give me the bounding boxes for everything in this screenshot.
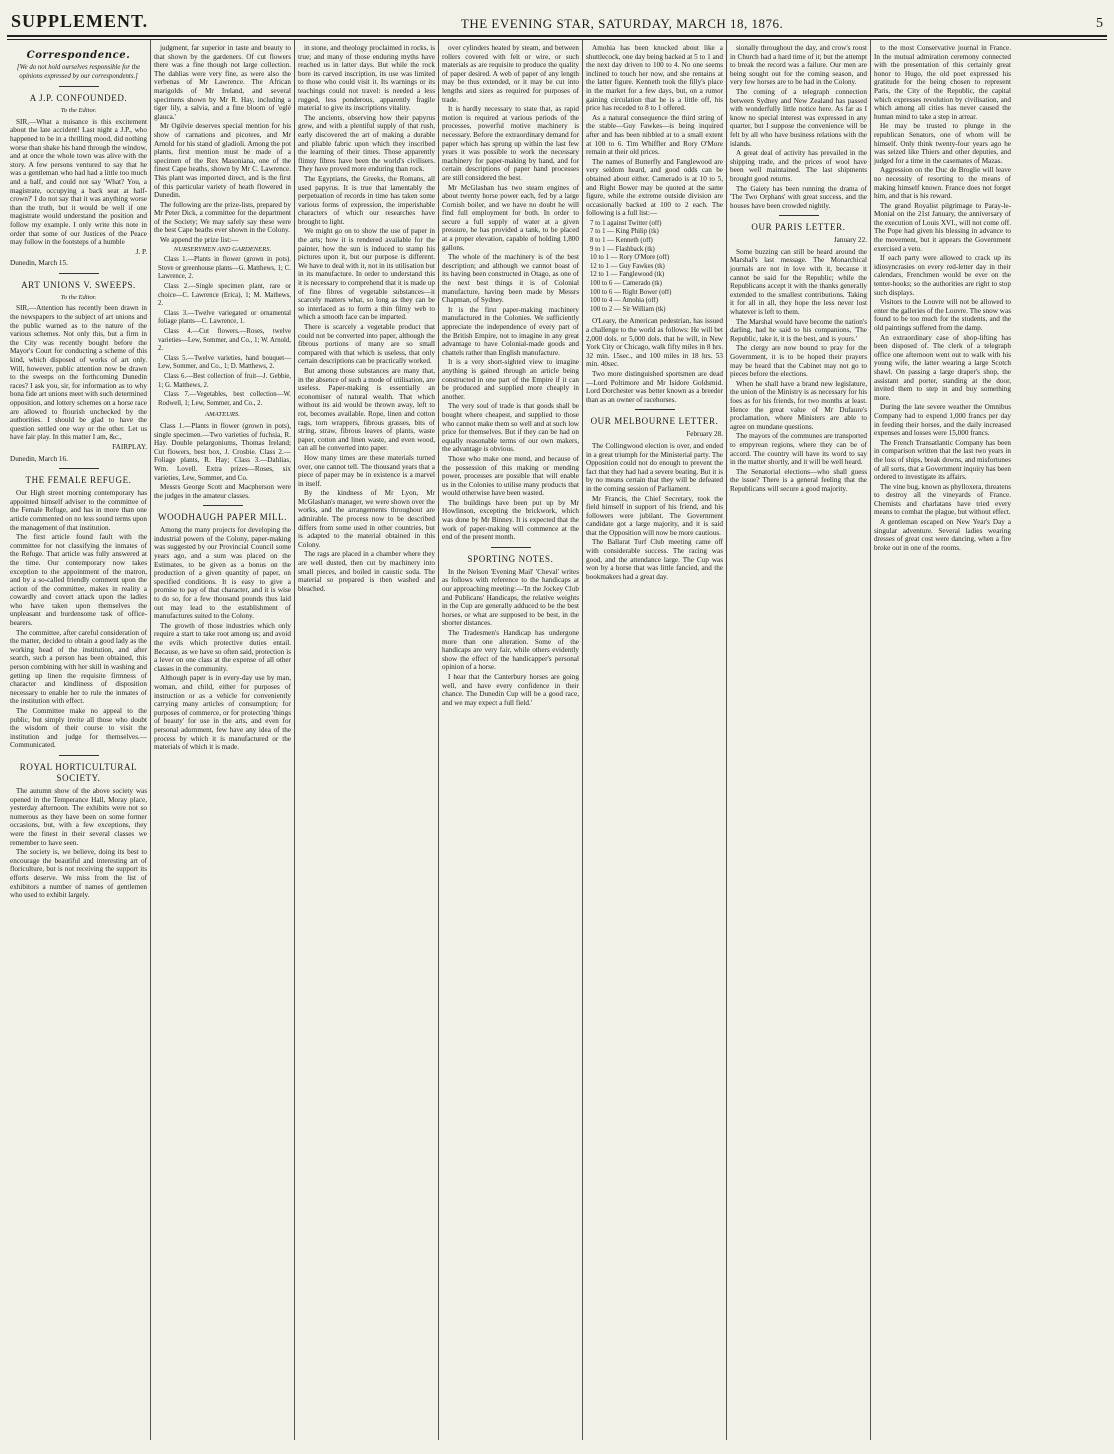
column-6: [727, 40, 871, 1440]
article-paragraph: The mayors of the communes are transported to empyrean regions, where they can be of accord. The country will have its word to say in the matter shortly, and it will be well heard.: [730, 432, 867, 467]
article-paragraph: The Ballarat Turf Club meeting came off with considerable success. The racing was good, and the attendance large. The Cup was won by a horse that was little fancied, and the bookmakers had a great day.: [586, 538, 723, 581]
divider: [779, 215, 819, 216]
list-item: Class 6.—Best collection of fruit—J. Gebbie, 1; G. Matthews, 2.: [158, 372, 291, 389]
list-item: 100 to 6 — Camerado (tk): [590, 280, 662, 288]
prize-list-title: NURSERYMEN AND GARDENERS.: [173, 245, 272, 253]
article-paragraph: A gentleman escaped on New Year's Day a singular adventure. Several ladies wearing dresses of great cost were dancing, when a fire broke out in one of the rooms.: [874, 518, 1011, 552]
list-item: 12 to 1 — Fanglewood (tk): [590, 271, 665, 279]
list-item: 8 to 1 — Kenneth (off): [590, 237, 653, 245]
masthead-section-title: SUPPLEMENT.: [11, 11, 149, 31]
article-paragraph: The buildings have been put up by Mr Howlinson, excepting the brickwork, which was done by Mr Binney. It is expected that the work of paper-making will commence at the end of the present month.: [442, 498, 579, 542]
article-paragraph: SIR,—What a nuisance is this excitement about the late accident! Last night a J.P., who happened to be in a thrilling mood, did nothing worse than shake his hand through the window, and at once the whole town was alive with the story. A few persons ventured to say that he was a gentleman who had had a little too much and a half, and could not say 'What? You, a magistrate, occupying a back seat at half-crown?' I do not say that it was anything worse than the truth, but it would be well if one magistrate would understand the position and follow my example. I only write this note in order that some of our Justices of the Peace may follow in the footsteps of a humble: [10, 117, 147, 247]
article-paragraph: The Egyptians, the Greeks, the Romans, all used papyrus. It is true that lamentably the perpetuation of records in time has taken some various forms of expression, the imperishable characters of which our researches have brought to light.: [298, 174, 435, 226]
betting-list: [590, 220, 723, 315]
article-paragraph: Amohia has been knocked about like a shuttlecock, one day being backed at 5 to 1 and the next day driven to 100 to 4. No one seems inclined to touch her now, and she remains at the latter figure. Kenneth took the filly's place in the market for a few days, but, on a rumor gaining circulation that he is a little off, his price has receded to 8 to 1 offered.: [586, 44, 723, 113]
column-4: [439, 40, 583, 1440]
list-item: 100 to 2 — Sir William (tk): [590, 305, 666, 313]
article-paragraph: The Tradesmen's Handicap has undergone more than one alteration. Some of the handicaps are very fair, while others evidently show the effect of the handicapper's personal opinion of a horse.: [442, 629, 579, 672]
article-paragraph: judgment, far superior in taste and beauty to that shown by the gardeners. Of cut flowers there was a fine though not large collection. The dahlias were very fine, as were also the verbenas of Mr Lawrence. The African marigolds of Mr Ireland, and several specimens shown by Mr R. Hay, including a tiger lily, a salvia, and a fine bloom of 'eglé glauca.': [154, 44, 291, 121]
list-item: Class 5.—Twelve varieties, hand bouquet—Lew, Sommer, and Co., 1; D. Matthews, 2.: [158, 354, 291, 371]
divider: [59, 468, 99, 469]
article-paragraph: The grand Royalist pilgrimage to Paray-le-Monial on the 21st January, the anniversary of the execution of Louis XVI., will not come off. The Pope had given his blessing in advance to the movement, but it appears the Government exercised a veto.: [874, 201, 1011, 253]
amateurs-title: AMATEURS.: [205, 411, 240, 419]
article-paragraph: We append the prize list:—: [160, 236, 239, 245]
article-paragraph: If each party were allowed to crack up its idiosyncrasies on every red-letter day in their calendars, Frenchmen would be ever on the tenter-hooks; so the authorities are right to stop such displays.: [874, 254, 1011, 297]
article-subtitle: To the Editor.: [60, 293, 97, 301]
correspondence-heading: Correspondence.: [26, 50, 131, 61]
article-paragraph: O'Leary, the American pedestrian, has issued a challenge to the world as follows: He will bet 2,000 dols. or 5,000 dols. that he will, in New York City or Chicago, walk fifty miles in 8 hrs. 32 min. 15sec., and 100 miles in 18 hrs. 53 min. 40sec.: [586, 317, 723, 369]
article-paragraph: Messrs George Scott and Macpherson were the judges in the amateur classes.: [154, 483, 291, 500]
divider: [491, 547, 531, 548]
article-paragraph: The growth of those industries which only require a start to take root among us; and avoid the evils which protective duties entail. Because, as we have so often said, protection is a lever on one class at the expense of all other classes in the community.: [154, 621, 291, 673]
article-title: THE FEMALE REFUGE.: [25, 475, 132, 486]
article-signature: J. P.: [135, 247, 147, 256]
list-item: 12 to 1 — Guy Fawkes (tk): [590, 262, 665, 270]
article-paragraph: The clergy are now bound to pray for the Government, it is to be hoped their prayers may be heard that the Cabinet may not go to pieces before the elections.: [730, 344, 867, 379]
article-title: OUR PARIS LETTER.: [751, 222, 846, 233]
article-paragraph: Mr Francis, the Chief Secretary, took the field himself in support of his friend, and his followers were jubilant. The Government candidate got a large majority, and it is said that the Opposition will now be more cautious.: [586, 494, 723, 537]
article-paragraph: The Committee make no appeal to the public, but simply invite all those who doubt the wisdom of their course to visit the institution and judge for themselves.—Communicated.: [10, 707, 147, 750]
article-paragraph: The following are the prize-lists, prepared by Mr Peter Dick, a committee for the department of the Society; We may safely say these were the best Cape heaths ever shown in the Colony.: [154, 200, 291, 235]
article-title: ART UNIONS V. SWEEPS.: [21, 279, 136, 290]
article-paragraph: There is scarcely a vegetable product that could not be converted into paper, although the fibrous portions of many are so small compared with that which is useless, that only certain descriptions can be practically worked.: [298, 323, 435, 366]
article-title: SPORTING NOTES.: [467, 553, 554, 564]
article-paragraph: A great deal of activity has prevailed in the shipping trade, and the prices of wool have been well maintained. The last shipments brought good returns.: [730, 149, 867, 183]
masthead-paper-title: THE EVENING STAR, SATURDAY, MARCH 18, 1876.: [460, 16, 784, 31]
prize-list: [158, 256, 291, 408]
article-paragraph: The committee, after careful consideration of the matter, decided to obtain a good lady as the working head of the institution, and after search, such a person has been obtained, this person combining with her skill in washing and getting up linen the requisite firmness of character and kindliness of disposition necessary to enable her to rule the inmates of the institution with effect.: [10, 628, 147, 706]
article-paragraph: The Gaiety has been running the drama of 'The Two Orphans' with great success, and the houses have been crowded nightly.: [730, 184, 867, 210]
article-paragraph: We might go on to show the use of paper in the arts; how it is rendered available for the painter, how the sun is induced to stamp his pictures upon it, but our purpose is different. We have to deal with it, not in its utilisation but in its manufacture. In order to understand this it is necessary to comprehend that it is made up of fine fibres of vegetable substances—it scarcely matters what, so long as they can be so interlaced as to form a thin filmy web to which a smooth face can be imparted.: [298, 227, 435, 322]
column-3: [295, 40, 439, 1440]
article-signature: FAIRPLAY.: [112, 442, 147, 451]
article-paragraph: The coming of a telegraph connection between Sydney and New Zealand has passed with wonderfully little notice here. As far as I know no special interest was expressed in any quarter, but I suppose the convenience will be felt by all who have business relations with the islands.: [730, 87, 867, 148]
article-paragraph: Although paper is in every-day use by man, woman, and child, either for purposes of instruction or as a vehicle for conveniently carrying many articles of consumption; for purposes of commerce, or for protecting 'things of beauty' for use in the arts, and even for personal adornment, few have any idea of the process by which it is manufactured or the materials of which it is made.: [154, 674, 291, 752]
column-7: [871, 40, 1014, 1440]
article-paragraph: The Marshal would have become the nation's darling, had he said to his companions, 'The Republic, take it, it is the best, and is yours.': [730, 317, 867, 343]
article-subtitle: To the Editor.: [60, 107, 97, 115]
article-paragraph: The society is, we believe, doing its best to encourage the beautiful and interesting art of floriculture, but is not receiving the support its efforts deserve. We miss from the list of exhibitors a number of names of gentlemen who used to exhibit largely.: [10, 848, 147, 900]
divider: [59, 273, 99, 274]
article-paragraph: It is hardly necessary to state that, as rapid motion is required at various periods of the processes, powerful motive machinery is necessary. Before the extraordinary demand for paper which has sprung up within the last few years it was possible to work the necessary machinery for paper-making by hand, and for certain descriptions of paper hand processes are still considered the best.: [442, 105, 579, 182]
article-paragraph: I hear that the Canterbury horses are going well, and have every confidence in their chance. The Dunedin Cup will be a good race, and we may expect a full field.': [442, 672, 579, 707]
article-dateline: Dunedin, March 16.: [10, 454, 68, 463]
article-title: ROYAL HORTICULTURAL SOCIETY.: [19, 761, 138, 783]
list-item: 9 to 1 — Flashback (tk): [590, 245, 655, 253]
divider: [635, 409, 675, 410]
article-paragraph: The Senatorial elections—who shall guess the issue? There is a general feeling that the Republicans will secure a good majority.: [730, 467, 867, 493]
divider: [59, 755, 99, 756]
article-paragraph: over cylinders heated by steam, and between rollers covered with felt or wire, or such materials as are requisite to produce the quality of paper desired. A web of paper of any length may be thus extended, or it may be cut into lengths and sizes as required for purposes of trade.: [442, 44, 579, 104]
article-paragraph: He may be trusted to plunge in the republican Senators, one of whom will be himself. Only think twenty-four years ago he was seized like Thiers and other deputies, and judged for a time in the casemates of Mazas.: [874, 122, 1011, 165]
masthead: [7, 6, 1107, 37]
article-paragraph: Some buzzing can still be heard around the Marshal's last message. The Monarchical journals are not in love with it, because it cannot be said for the Republic; while the Republicans accept it with the thanks generally extended to the smallest contributions. Taking it for all in all, they hope the less never lost whatever is left to them.: [730, 247, 867, 317]
article-paragraph: Our High street morning contemporary has appointed himself adviser to the committee of the Female Refuge, and has in more than one article commented on no less sound terms upon the management of that institution.: [10, 489, 147, 532]
article-paragraph: The ancients, observing how their papyrus grew, and with a plentiful supply of that rush, early discovered the art of making a durable and pliable fabric upon which they inscribed the learning of their times. Those apparently flimsy fibres have been the world's civilisers. They have proved more enduring than rock.: [298, 113, 435, 174]
article-paragraph: In the Nelson 'Evening Mail' 'Cheval' writes as follows with reference to the handicaps at our approaching meeting:—'In the Jockey Club and Publicans' Handicaps, the relative weights in the Cup are generally adduced to be the best horses, or what are supposed to be best, in the shorter distances.: [442, 567, 579, 628]
article-paragraph: Those who make one mend, and because of the possession of this making or mending power, processes are possible that will enable us in the Colonies to utilise many products that would otherwise have been wasted.: [442, 454, 579, 498]
article-paragraph: It is the first paper-making machinery manufactured in the Colonies. We sufficiently appreciate the independence of every part of the British Empire, not to imagine in any great advantage to have Colonial-made goods and chattels rather than English manufacture.: [442, 305, 579, 357]
article-paragraph: When he shall have a brand new legislature, the union of the Ministry is as necessary for his foes as for his friends, for two months at least. Hence the great value of Mr Dufaure's proclamation, where Ministers are able to agree on mundane questions.: [730, 379, 867, 431]
divider: [203, 505, 243, 506]
list-item: Class 4.—Cut flowers.—Roses, twelve varieties—Lew, Sommer, and Co., 1; W. Arnold, 2.: [158, 328, 291, 353]
article-dateline: February 28.: [686, 430, 723, 439]
article-paragraph: During the late severe weather the Omnibus Company had to expend 1,000 francs per day in feeding their horses, and the daily increased expenses and losses were 15,000 francs.: [874, 403, 1011, 438]
column-5: [583, 40, 727, 1440]
article-paragraph: Class 1.—Plants in flower (grown in pots), single specimen.—Two varieties of fuchsia, R. Hay. Double pelargoniums, Thomas Ireland; Cut flowers, best box, J. Crosbie. Class 2.—Foliage plants, R. Hay; Class 3.—Dahlias, Wm. Lovell. Extra prizes—Roses, six varieties, Lew, Sommer, and Co.: [154, 421, 291, 482]
article-paragraph: The Collingwood election is over, and ended in a great triumph for the Ministerial party. The Opposition could not do enough to prevent the fact that they had had a severe beating. But it is by no means certain that they will be defeated in the coming session of Parliament.: [586, 441, 723, 493]
list-item: 100 to 4 — Amohia (off): [590, 297, 659, 305]
divider: [59, 86, 99, 87]
list-item: 10 to 1 — Rory O'More (off): [590, 254, 670, 262]
article-dateline: January 22.: [833, 236, 867, 245]
column-1: [7, 40, 151, 1440]
article-paragraph: SIR,—Attention has recently been drawn in the newspapers to the subject of art unions and the public warned as to the nature of the various schemes. Not only this, but a firm in the City was recently bought before the Mayor's Court for conducting a scheme of this kind, which disposed of works of art only. Will, however, public attention now be drawn to the sweeps on the forthcoming Dunedin races? I ask you, sir, for information as to why bona fide art unions meet with such determined opposition, and lottery schemes on a horse race are allowed to flourish unchecked by the authorities. I should be glad to have the question settled one way or the other. Let us have fair play. In this matter I am, &c.,: [10, 304, 147, 442]
article-paragraph: The rags are placed in a chamber where they are well dusted, then cut by machinery into small pieces, and boiled in caustic soda. The material so prepared is then washed and bleached.: [298, 550, 435, 593]
article-paragraph: The first article found fault with the committee for not classifying the inmates of the Refuge. That article was fully answered at the time. Our contemporary now takes exception to the appointment of the matron, and by a so-called friendly comment upon the action of the committee, makes in reality a cowardly and covert attack upon the ladies who have taken upon themselves the unpleasant and burdensome task of office-bearers.: [10, 533, 147, 628]
article-paragraph: The whole of the machinery is of the best description; and although we cannot boast of its having been constructed in Otago, as one of the next best things it is of Colonial manufacture, having been made by Messrs Chapman, of Sydney.: [442, 253, 579, 305]
article-paragraph: Visitors to the Louvre will not be allowed to enter the galleries of the Louvre. The snow was found to be too much for the students, and the old paintings suffered from the damp.: [874, 298, 1011, 332]
list-item: Class 1.—Plants in flower (grown in pots). Stove or greenhouse plants—G. Matthews, 1; C. Lawrence, 2.: [158, 256, 291, 281]
article-paragraph: The names of Butterfly and Fanglewood are very seldom heard, and good odds can be obtained about either. Camerado is at 10 to 5, and Right Bower may be quoted at the same figure, while the extreme outside division are occasionally backed at 100 to 2 each. The following is a full list:—: [586, 157, 723, 218]
article-paragraph: Among the many projects for developing the industrial powers of the Colony, paper-making was suggested by our Provincial Council some years ago, and a sum was placed on the Estimates, to be given as a bonus on the production of a given quantity of paper, on specified conditions. It is easy to give a promise to pay of that character, and it is wise to do so, for a few thousand pounds thus laid out may lead to the establishment of manufactures suited to the Colony.: [154, 526, 291, 621]
article-paragraph: Mr Ogilvie deserves special mention for his show of carnations and picotees, and Mr Arnold for his stand of gladioli. Among the pot plants, first mention must be made of a specimen of the Rex Masoniana, one of the finest Cape heaths, shown by Mr C. Lawrence. This plant was imported direct, and is the first of this particular variety of heath flowered in Dunedin.: [154, 122, 291, 200]
list-item: 7 to 1 against Twitter (off): [590, 219, 662, 227]
masthead-page-number: 5: [1096, 16, 1103, 31]
list-item: 7 to 1 — King Philip (tk): [590, 228, 659, 236]
article-paragraph: The autumn show of the above society was opened in the Temperance Hall, Moray place, yesterday afternoon. The exhibits were not so numerous as they have been on some former occasions, but, with a few exceptions, they were the finest in their several classes we remember to have seen.: [10, 786, 147, 847]
article-paragraph: The French Transatlantic Company has been in comparison written that the last two years in the loss of ships, break downs, and misfortunes of all sorts, that a Government inquiry has been ordered to investigate its affairs.: [874, 438, 1011, 482]
article-paragraph: sionally throughout the day, and crow's roost in Church had a hard time of it; but the attempt to break the record was a failure. Our men are being sought out for the coming season, and very few horses are to be had in the Colony.: [730, 44, 867, 87]
article-paragraph: Aggression on the Duc de Broglie will leave no necessity of resorting to the means of making himself known. France does not forget him, and that is his reward.: [874, 166, 1011, 201]
list-item: Class 3.—Twelve variegated or ornamental foliage plants—C. Lawrence, 1.: [158, 309, 291, 326]
column-2: [151, 40, 295, 1440]
article-paragraph: Mr McGlashan has two steam engines of about twenty horse power each, fed by a large Cornish boiler, and we have no doubt he will find full employment for both. In order to secure a full supply of water at a given pressure, he has provided a tank, to be placed at a proper elevation, capable of holding 1,800 gallons.: [442, 183, 579, 252]
article-paragraph: As a natural consequence the third string of the stable—Guy Fawkes—is being inquired after and has been nibbled at to a small extent at 100 to 6. Tim Whiffler and Rory O'More remain at their old prices.: [586, 113, 723, 157]
editor-note: [We do not hold ourselves responsible for the opinions expressed by our correspondents.]: [16, 64, 141, 80]
list-item: Class 7.—Vegetables, best collection—W. Rodwell, 1; Lew, Sommer, and Co., 2.: [158, 391, 291, 407]
article-paragraph: But among those substances are many that, in the absence of such a mode of utilisation, are useless. Paper-making is essentially an economiser of natural wealth. That which without its aid would be thrown away, left to rot, becomes available. Rope, linen and cotton rags, torn wrappers, fibrous grasses, bits of string, straw, fibrous leaves of plants, waste paper, cotton and linen waste, and even wood, can all be converted into paper.: [298, 366, 435, 453]
article-paragraph: How many times are these materials turned over, one cannot tell. The thousand years that a piece of paper may be in existence is a marvel in itself.: [298, 453, 435, 488]
article-paragraph: to the most Conservative journal in France. In the mutual admiration ceremony connected with the presentation of this certainly great honor to Hugo, the old poet expressed his gratitude for the being chosen to represent Paris, the City of the Republic, the capital which expresses revolution by civilisation, and which among all cities has never caused the human mind to take a step in arrear.: [874, 44, 1011, 121]
article-paragraph: Two more distinguished sportsmen are dead—Lord Poltimore and Mr Isidore Goldsmid. Lord Dorchester was better known as a breeder than as an owner of racehorses.: [586, 369, 723, 404]
article-dateline: Dunedin, March 15.: [10, 259, 68, 268]
columns: [7, 40, 1107, 1440]
article-paragraph: The very soul of trade is that goods shall be bought where cheapest, and supplied to those who cannot make them so well and at such low price for themselves. But if they can be had on equally reasonable terms of our own makers, the advantage is obvious.: [442, 402, 579, 454]
article-paragraph: By the kindness of Mr Lyon, Mr McGlashan's manager, we were shown over the works, and the arrangements throughout are admirable. The process now to be described differs from some used in other countries, but is adapted to the material obtained in this Colony.: [298, 489, 435, 549]
list-item: Class 2.—Single specimen plant, rare or choice—C. Lawrence (Erica), 1; M. Mathews, 2.: [158, 283, 291, 308]
article-paragraph: An extraordinary case of shop-lifting has been disposed of. The clerk of a telegraph office one afternoon went out to walk with his young wife, the latter wearing a large Scotch shawl. On passing a large draper's shop, the assistant and porter, standing at the door, invited them to step in and buy something more.: [874, 333, 1011, 402]
newspaper-page: [7, 6, 1107, 1442]
article-paragraph: It is a very short-sighted view to imagine anything is gained through an article being constructed in one part of the Empire if it can be produced and supplied more cheaply in another.: [442, 358, 579, 401]
list-item: 100 to 6 — Right Bower (off): [590, 288, 672, 296]
article-title: WOODHAUGH PAPER MILL.: [157, 512, 288, 523]
article-title: A J.P. CONFOUNDED.: [29, 93, 128, 104]
article-paragraph: The vine bug, known as phylloxera, threatens to destroy all the vineyards of France. Chemists and charlatans have tried every means to combat the plague, but without effect.: [874, 482, 1011, 517]
article-title: OUR MELBOURNE LETTER.: [590, 416, 719, 427]
article-paragraph: in stone, and theology proclaimed in rocks, is true; and many of those enduring myths have reached us in latter days. But while the rock bore its carved inscription, its use was limited to those who could visit it. Its warnings or its teachings could not travel: is needed a less rugged, less ponderous, apparently fragile material to give its inscriptions vitality.: [298, 44, 435, 113]
